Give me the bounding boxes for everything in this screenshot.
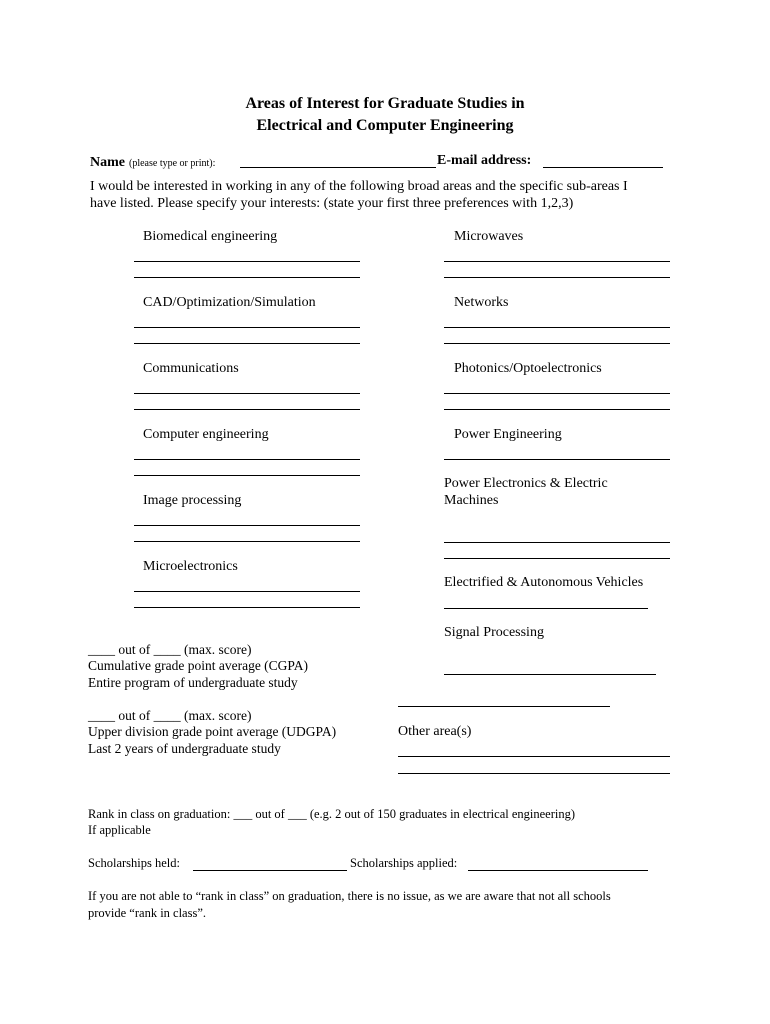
udgpa-label: Upper division grade point average (UDGPA) [88, 724, 337, 739]
area-photonics: Photonics/Optoelectronics [454, 361, 602, 376]
sub-area-field[interactable] [444, 459, 670, 460]
sub-area-field[interactable] [134, 261, 360, 262]
area-power-engineering: Power Engineering [454, 427, 562, 442]
sub-area-field[interactable] [134, 459, 360, 460]
sub-area-field[interactable] [134, 343, 360, 344]
udgpa-description: Last 2 years of undergraduate study [88, 741, 281, 756]
form-title-line1: Areas of Interest for Graduate Studies in [245, 95, 525, 112]
sub-area-field[interactable] [134, 525, 360, 526]
sub-area-field[interactable] [134, 393, 360, 394]
sub-area-field[interactable] [444, 261, 670, 262]
name-row [90, 153, 215, 171]
area-microwaves: Microwaves [454, 229, 524, 244]
area-electrified-vehicles: Electrified & Autonomous Vehicles [444, 575, 644, 590]
area-microelectronics: Microelectronics [143, 559, 238, 574]
rank-in-class: Rank in class on graduation: ___ out of ___ (e.g. 2 out of 150 graduates in electrical engineering) [88, 807, 576, 821]
cgpa-description: Entire program of undergraduate study [88, 675, 298, 690]
name-field[interactable] [240, 167, 436, 168]
area-communications: Communications [143, 361, 239, 376]
sub-area-field[interactable] [134, 591, 360, 592]
area-power-electronics-line2: Machines [444, 493, 499, 508]
scholarships-applied-field[interactable] [468, 870, 648, 871]
scholarships-held-field[interactable] [193, 870, 347, 871]
sub-area-field[interactable] [444, 608, 648, 609]
sub-area-field[interactable] [398, 706, 610, 707]
rank-note-line1: If you are not able to “rank in class” on graduation, there is no issue, as we are aware that not all schools [88, 889, 611, 903]
rank-note-line2: provide “rank in class”. [88, 906, 207, 920]
email-field[interactable] [543, 167, 663, 168]
sub-area-field[interactable] [134, 277, 360, 278]
cgpa-score: ____ out of ____ (max. score) [88, 642, 252, 657]
scholarships-held-label: Scholarships held: [88, 856, 181, 870]
name-label: Name [90, 155, 125, 170]
udgpa-score: ____ out of ____ (max. score) [88, 708, 252, 723]
sub-area-field[interactable] [134, 541, 360, 542]
email-label: E-mail address: [437, 153, 532, 168]
sub-area-field[interactable] [134, 409, 360, 410]
cgpa-label: Cumulative grade point average (CGPA) [88, 658, 308, 673]
name-hint: (please type or print): [129, 158, 216, 169]
sub-area-field[interactable] [444, 327, 670, 328]
sub-area-field[interactable] [444, 393, 670, 394]
area-cad: CAD/Optimization/Simulation [143, 295, 316, 310]
scholarships-applied-label: Scholarships applied: [350, 856, 458, 870]
other-area-field[interactable] [398, 756, 670, 757]
sub-area-field[interactable] [444, 558, 670, 559]
area-image-processing: Image processing [143, 493, 242, 508]
area-networks: Networks [454, 295, 509, 310]
other-areas-label: Other area(s) [398, 724, 472, 739]
sub-area-field[interactable] [444, 542, 670, 543]
sub-area-field[interactable] [444, 277, 670, 278]
area-power-electronics-line1: Power Electronics & Electric [444, 476, 608, 491]
sub-area-field[interactable] [134, 327, 360, 328]
other-area-field[interactable] [398, 773, 670, 774]
area-biomedical: Biomedical engineering [143, 229, 278, 244]
sub-area-field[interactable] [444, 343, 670, 344]
sub-area-field[interactable] [134, 607, 360, 608]
rank-if-applicable: If applicable [88, 823, 151, 837]
form-title-line2: Electrical and Computer Engineering [256, 117, 514, 134]
sub-area-field[interactable] [134, 475, 360, 476]
intro-line2: have listed. Please specify your interests: (state your first three preferences with 1,2,3) [90, 196, 574, 211]
intro-line1: I would be interested in working in any of the following broad areas and the specific sub-areas I [90, 179, 628, 194]
sub-area-field[interactable] [444, 674, 656, 675]
sub-area-field[interactable] [444, 409, 670, 410]
area-signal-processing: Signal Processing [444, 625, 544, 640]
area-computer-engineering: Computer engineering [143, 427, 269, 442]
